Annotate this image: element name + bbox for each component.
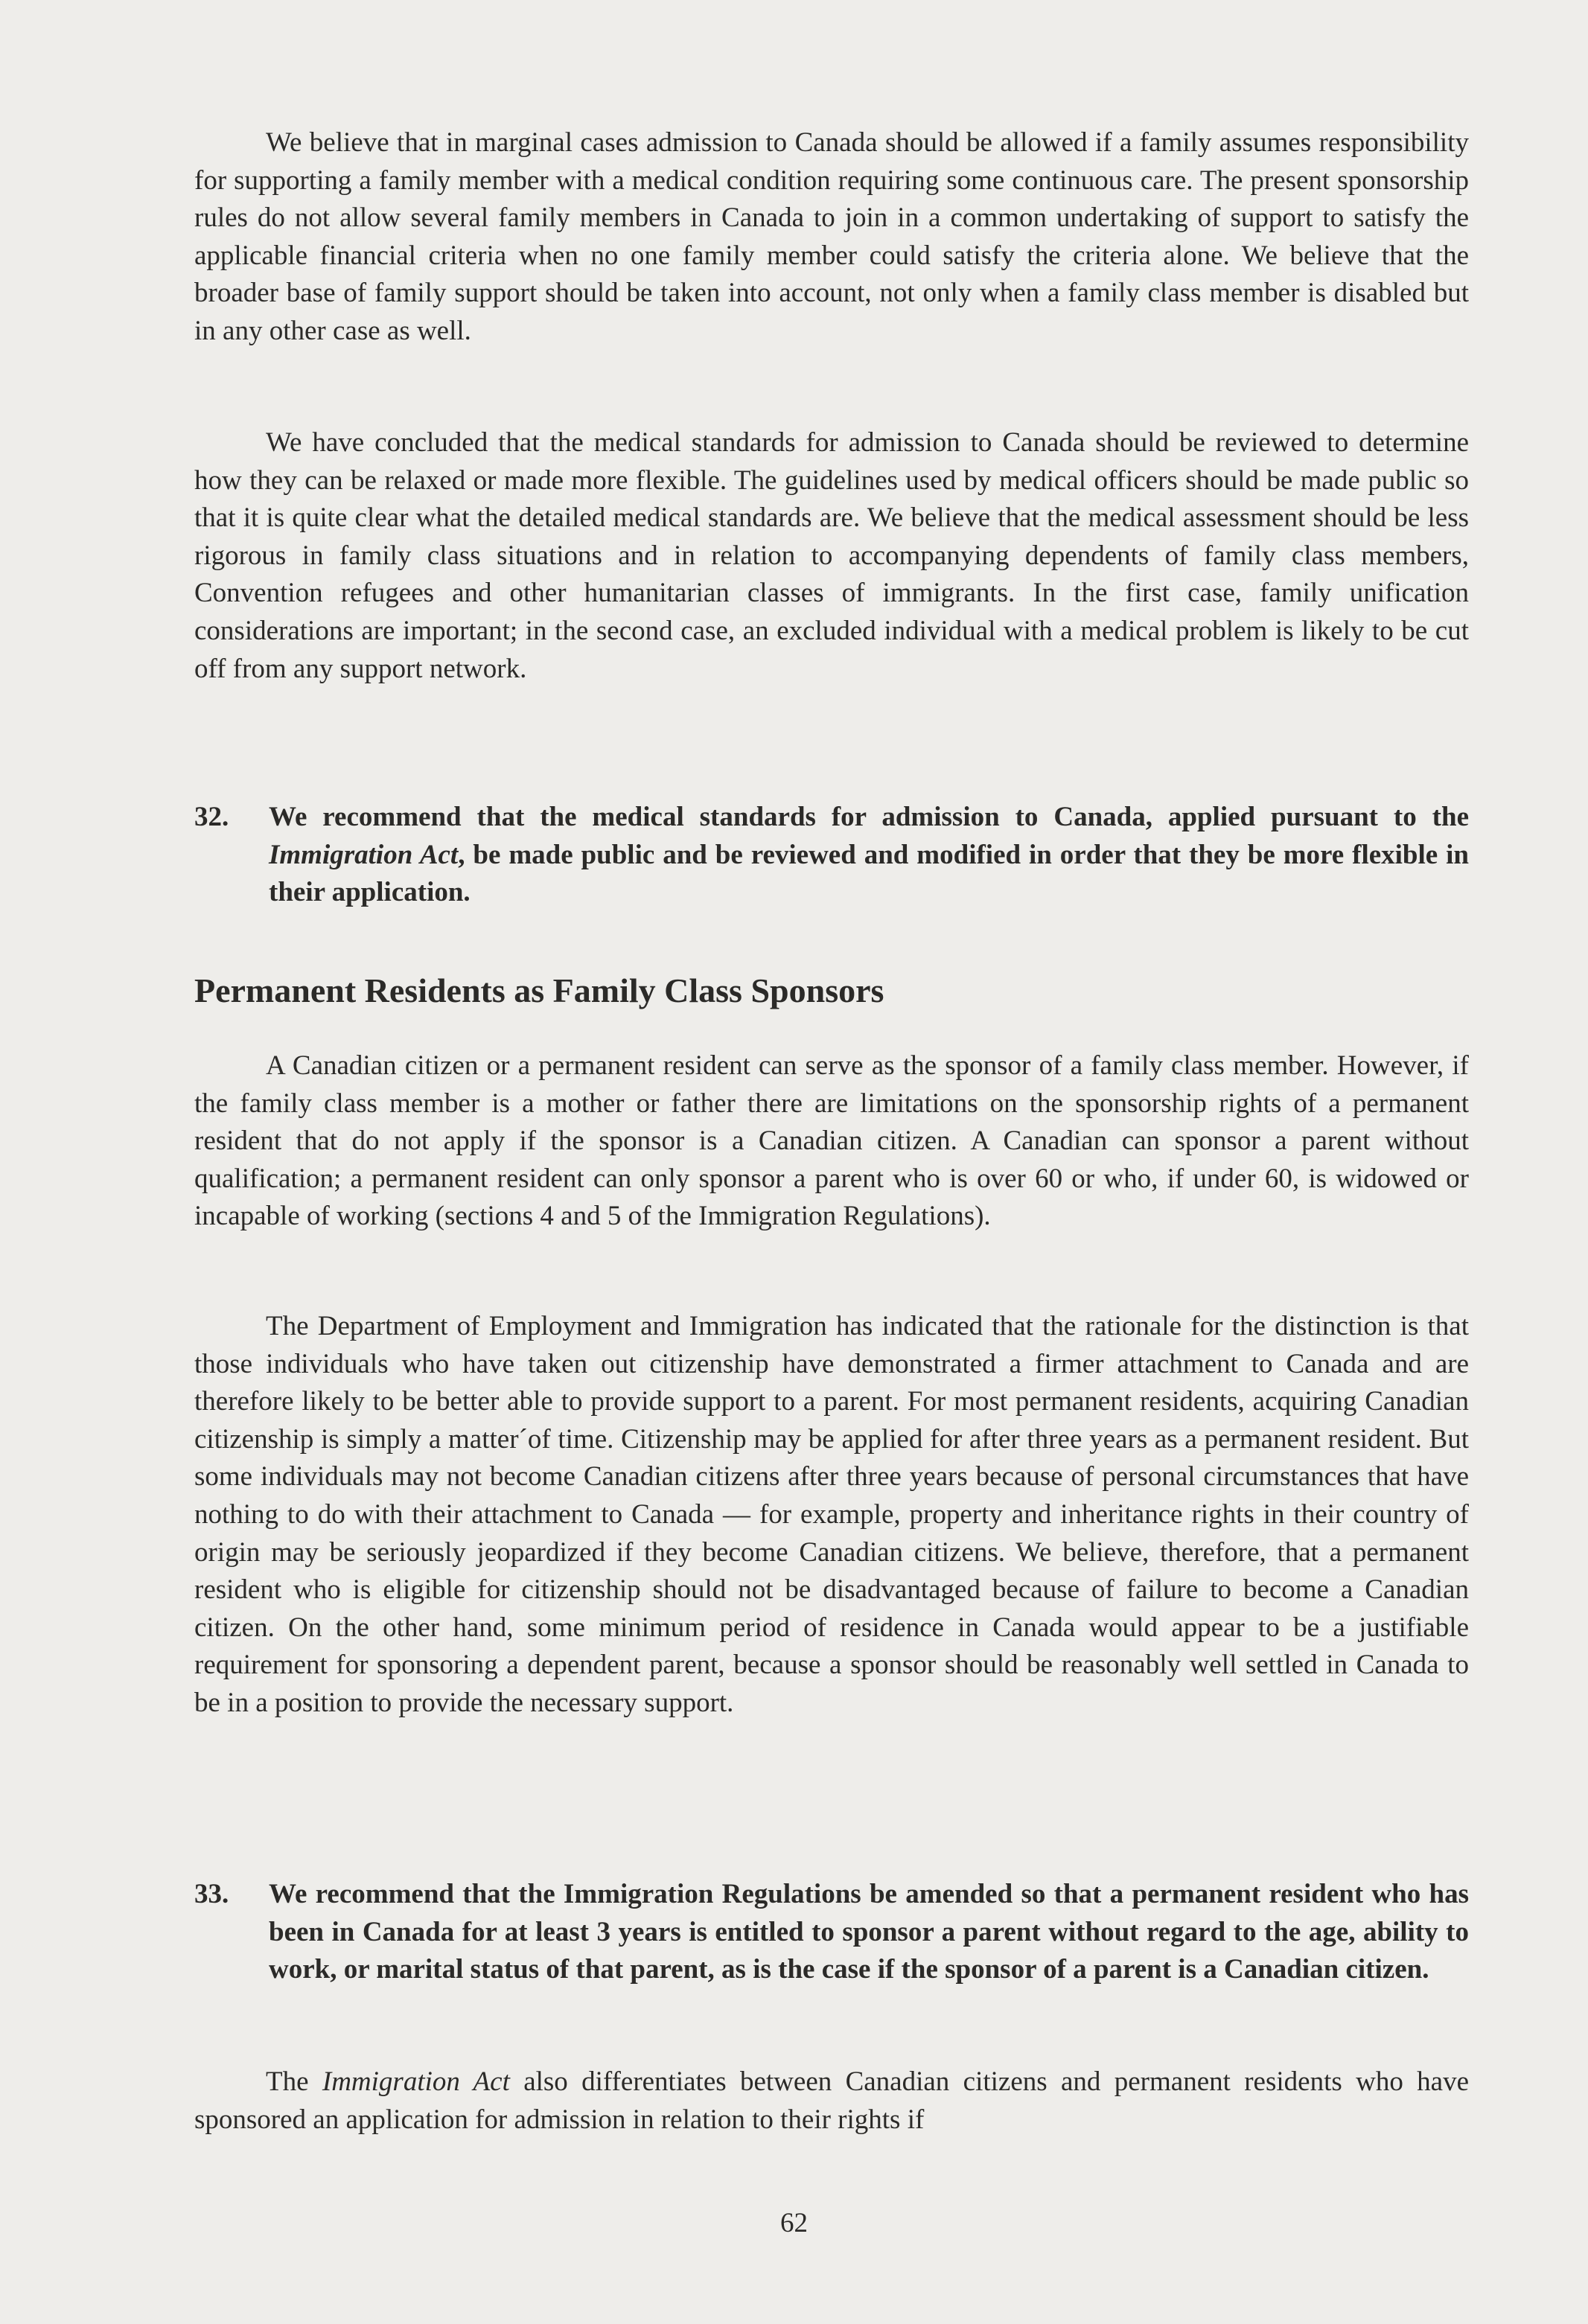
paragraph-italic-act: Immigration Act [322,2066,510,2097]
section-heading: Permanent Residents as Family Class Sponsors [194,971,884,1009]
paragraph-department-rationale [194,1308,1469,1723]
paragraph-immigration-act [194,2063,1469,2139]
recommendation-32 [194,799,1469,912]
paragraph-medical-standards [194,424,1469,688]
paragraph-text-start: The [266,2066,322,2097]
recommendation-number: 33. [194,1879,229,1909]
paragraph-text: We believe that in marginal cases admission to Canada should be allowed if a family assumes responsibility for supporting a family member with a medical condition requiring some continuous care. The present sponsorship rules do not allow several family members in Canada to join in a common undertaking of support to satisfy the applicable financial criteria when no one family member could satisfy the criteria alone. We believe that the broader base of family support should be taken into account, not only when a family class member is disabled but in any other case as well. [194,127,1469,346]
paragraph-text-end: also differentiates between Canadian citizens and permanent residents who have sponsored an application for admission in relation to their rights if [194,2066,1470,2135]
recommendation-text: We recommend that the Immigration Regulations be amended so that a permanent resident who has been in Canada for at least 3 years is entitled to sponsor a parent without regard to the age, ability to work, or marital status of that parent, as is the case if the sponsor of a parent is a Canadian citizen. [269,1879,1469,1985]
paragraph-text: We have concluded that the medical standards for admission to Canada should be reviewed to determine how they can be relaxed or made more flexible. The guidelines used by medical officers should be made public so that it is quite clear what the detailed medical standards are. We believe that the medical assessment should be less rigorous in family class situations and in relation to accompanying dependents of family class members, Convention refugees and other humanitarian classes of immigrants. In the first case, family unification considerations are important; in the second case, an excluded individual with a medical problem is likely to be cut off from any support network. [194,427,1469,684]
recommendation-text: We recommend that the medical standards for admission to Canada, applied pursuant to the [269,802,1469,832]
paragraph-sponsor-rights [194,1047,1469,1236]
recommendation-number: 32. [194,802,229,832]
paragraph-text: The Department of Employment and Immigration has indicated that the rationale for the distinction is that those individuals who have taken out citizenship have demonstrated a firmer attachment to Canada and are therefore likely to be better able to provide support to a parent. For most permanent residents, acquiring Canadian citizenship is simply a matter´of time. Citizenship may be applied for after three years as a permanent resident. But some individuals may not become Canadian citizens after three years because of personal circumstances that have nothing to do with their attachment to Canada — for example, property and inheritance rights in their country of origin may be seriously jeopardized if they become Canadian citizens. We believe, therefore, that a permanent resident who is eligible for citizenship should not be disadvantaged because of failure to become a Canadian citizen. On the other hand, some minimum period of residence in Canada would appear to be a justifiable requirement for sponsoring a dependent parent, because a sponsor should be reasonably well settled in Canada to be in a position to provide the necessary support. [194,1311,1469,1718]
recommendation-italic-act: Immigration Act [269,839,459,870]
paragraph-text: A Canadian citizen or a permanent resident can serve as the sponsor of a family class member. However, if the family class member is a mother or father there are limitations on the sponsorship rights of a permanent resident that do not apply if the sponsor is a Canadian citizen. A Canadian can sponsor a parent without qualification; a permanent resident can only sponsor a parent who is over 60 or who, if under 60, is widowed or incapable of working (sections 4 and 5 of the Immigration Regulations). [194,1050,1469,1232]
page-number: 62 [780,2208,808,2238]
paragraph-marginal-cases [194,124,1469,351]
recommendation-text-end: , be made public and be reviewed and modified in order that they be more flexible in their application. [269,839,1469,908]
section-heading-block [194,970,1469,1012]
recommendation-33 [194,1876,1469,1989]
